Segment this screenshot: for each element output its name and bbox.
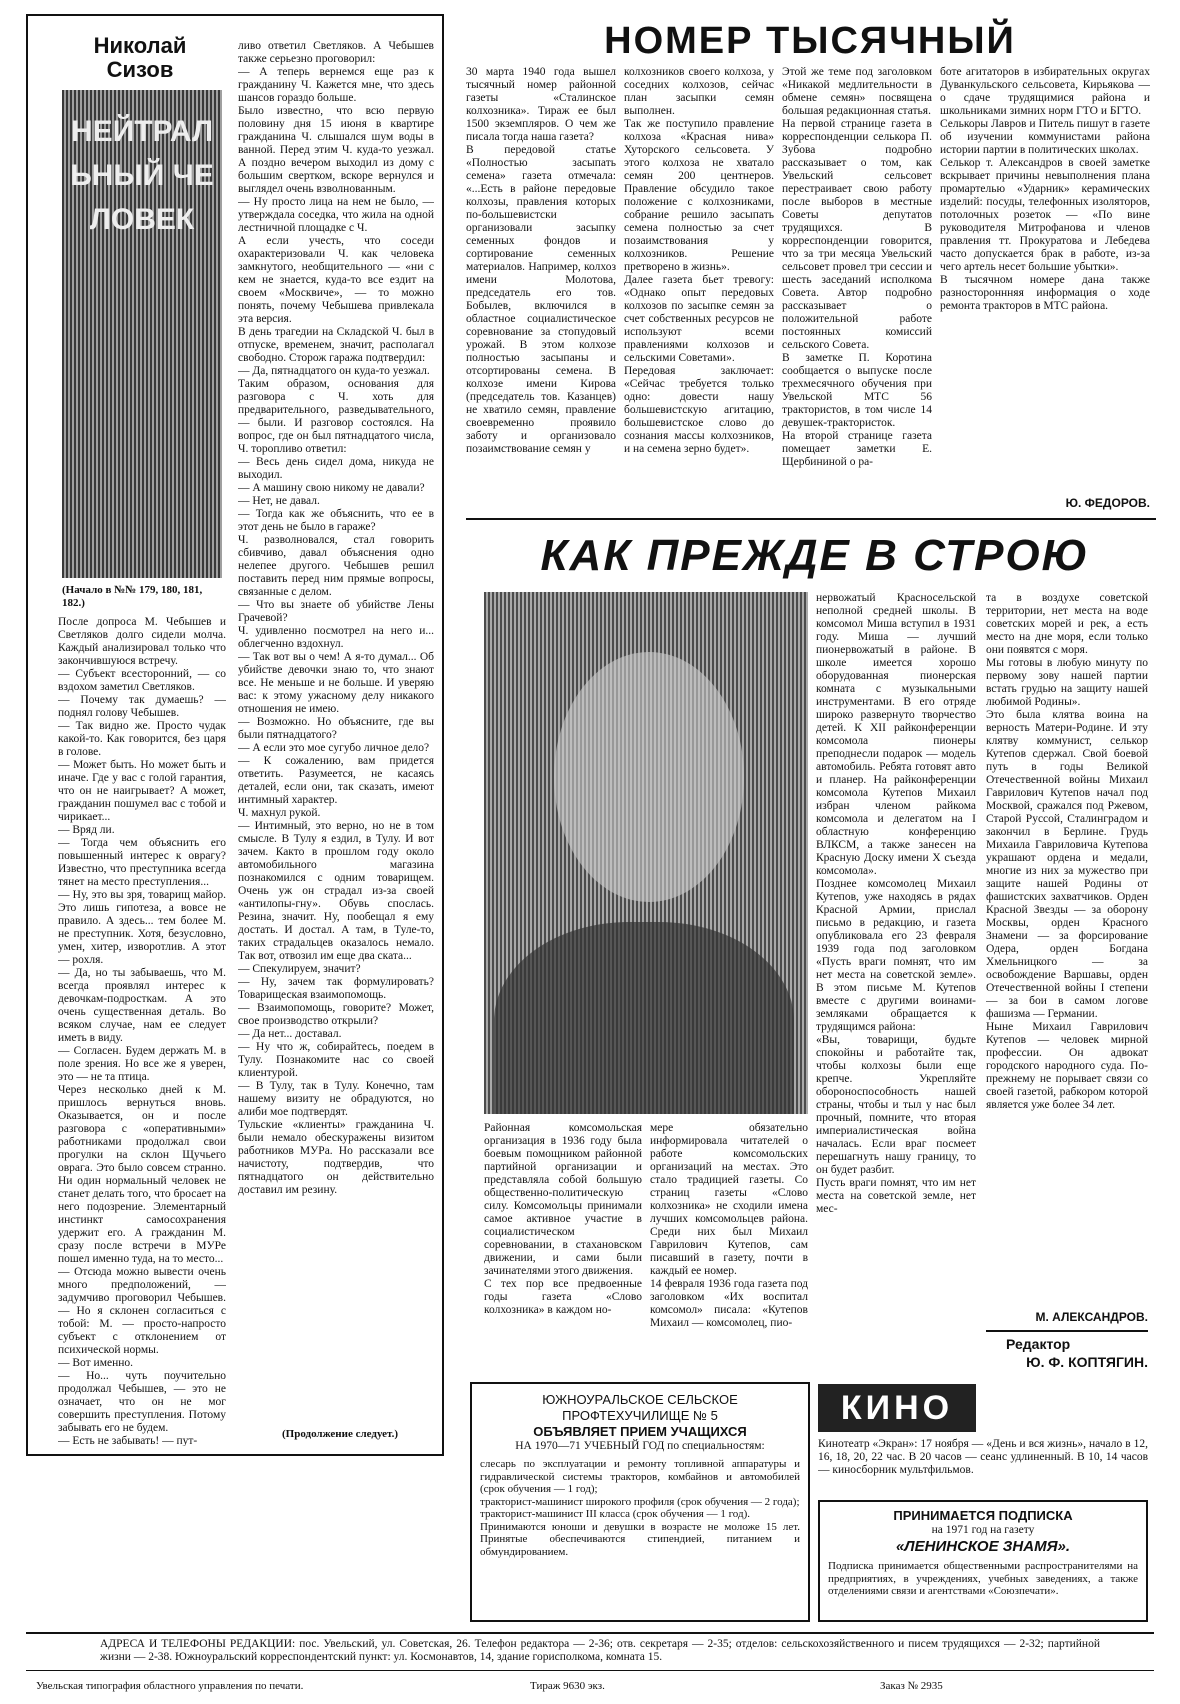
subscription-body: Подписка принимается общественными распространителями на предприятиях, в учреждениях, учебных заведениях, а также отделениями связи и агентствами «Союзпечати».	[828, 1560, 1138, 1597]
subscription-subtitle: на 1971 год на газету	[931, 1524, 1035, 1536]
intro-note: (Начало в №№ 179, 180, 181, 182.)	[62, 584, 203, 609]
kutepov-column-4: та в воздухе советской территории, нет места на воде советских морей и рек, а есть место на дне моря, если только они появятся с моря. Мы готовы в любую минуту по первому зову нашей партии встать грудью на защиту нашей любимой Родины». Это была клятва воина на верность Матери-Родине. И эту клятву коммунист, селькор Кутепов сдержал. Свой боевой путь в годы Великой Отечественной войны Михаил Гаврилович Кутепов начал под Москвой, сражался под Ржевом, Старой Руссой, Сталинградом и закончил в Берлине. Грудь Михаила Гавриловича Кутепова украшают ордена и медали, многие из них за мужество при защите нашей Родины от фашистских захватчиков. Орден Красной Звезды — за оборону Москвы, орден Красного Знамени — за форсирование Одера, орден Богдана Хмельницкого — за освобождение Варшавы, орден Отечественной войны I степени — за бои в самом логове фашизма — Германии. Ныне Михаил Гаврилович Кутепов — человек мирной профессии. Он адвокат городского народного суда. По-прежнему не порывает связи со своей газетой, рабкором которой является уже более 34 лет.	[986, 592, 1148, 1111]
thousand-column-3: Этой же теме под заголовком «Никакой медлительности в обмене семян» посвящена большая редакционная статья. На первой странице газета в корреспонденции селькора П. Зубова подробно рассказывает о том, как Увельский сельсовет перестраивает свою работу после выборов в местные Советы депутатов трудящихся. В корреспонденции говорится, что за три месяца Увельский сельсовет провел три сессии и шесть заседаний исполкома Совета. Автор подробно рассказывает о положительной работе постоянных комиссий сельского Совета. В заметке П. Коротина сообщается о выпуске после трехмесячного обучения при Увельской МТС 56 трактористов, в том числе 14 девушек-трактористок. На второй странице газета помещает заметки Е. Щербининой о ра-	[782, 66, 932, 468]
subscription-title: ПРИНИМАЕТСЯ ПОДПИСКА	[893, 1508, 1073, 1523]
school-ad-title-1: ЮЖНОУРАЛЬСКОЕ СЕЛЬСКОЕ	[542, 1392, 738, 1407]
kutepov-portrait-photo	[484, 592, 808, 1114]
kino-title: КИНО	[840, 1389, 954, 1427]
school-ad-title-2: ПРОФТЕХУЧИЛИЩЕ № 5	[562, 1408, 718, 1423]
book-cover-image	[62, 90, 222, 578]
author-name: Николай Сизов	[93, 33, 187, 82]
school-ad-title-4: НА 1970—71 УЧЕБНЫЙ ГОД по специальностям:	[515, 1440, 765, 1452]
footer-address: АДРЕСА И ТЕЛЕФОНЫ РЕДАКЦИИ: пос. Увельский, ул. Советская, 26. Телефон редактора — 2-36; отв. секретаря — 2-35; отделов: сельскохозяйственного и писем трудящихся — 2-32; партийной жизни — 2-38. Южноуральский корреспондентский пункт: ул. Космонавтов, 14, здание горисполкома, комната 15.	[100, 1638, 1100, 1663]
footer-circulation: Тираж 9630 экз.	[530, 1680, 605, 1692]
footer-printer: Увельская типография областного управления по печати.	[36, 1680, 304, 1692]
thousand-signature: Ю. ФЕДОРОВ.	[1065, 496, 1150, 510]
school-ad-body: слесарь по эксплуатации и ремонту топливной аппаратуры и гидравлической системы тракторов, комбайнов и автомобилей (срок обучения — 1 год); тракторист-машинист широкого профиля (срок обучения — 2 года); тракторист-машинист III класса (срок обучения — 1 год). Принимаются юноши и девушки в возрасте не моложе 15 лет. Принятые обеспечиваются стипендией, питанием и обмундированием.	[480, 1458, 800, 1558]
to-be-continued: (Продолжение следует.)	[281, 1428, 399, 1440]
book-cover-title: НЕЙТРАЛЬНЫЙ ЧЕЛОВЕК	[70, 115, 214, 236]
subscription-paper-name: «ЛЕНИНСКОЕ ЗНАМЯ».	[895, 1538, 1071, 1555]
footer-divider-2	[26, 1670, 1154, 1671]
portrait-head-shape	[554, 652, 744, 902]
kino-logo	[818, 1384, 976, 1432]
thousand-column-2: колхозников своего колхоза, у соседних колхозов, сейчас план засыпки семян выполнен. Так же поступило правление колхоза «Красная нива» Хуторского сельсовета. У этого колхоза не хватало семян 200 центнеров. Правление обсудило такое положение с колхозниками, собрание решило засыпать семена полностью за счет позаимствования у колхозников. Решение претворено в жизнь». Далее газета бьет тревогу: «Однако опыт передовых колхозов по засыпке семян за счет собственных ресурсов не используют всеми правлениями колхозов и сельскими Советами». Передовая заключает: «Сейчас требуется только одно: довести нашу большевистскую агитацию, большевистское слово до сознания массы колхозников, и на семена зерно будет».	[624, 66, 774, 455]
footer-divider	[26, 1632, 1154, 1634]
kutepov-headline: КАК ПРЕЖДЕ В СТРОЮ	[540, 531, 1090, 580]
footer-order: Заказ № 2935	[880, 1680, 943, 1692]
thousand-headline: НОМЕР ТЫСЯЧНЫЙ	[604, 20, 1016, 62]
portrait-shoulders-shape	[494, 922, 794, 1114]
kutepov-column-1: Районная комсомольская организация в 1936 году была боевым помощником районной партийной организации и представляла собой большую общественно-политическую силу. Комсомольцы принимали самое активное участие в социалистическом соревновании, в стахановском движении, и сами были зачинателями этого движения. С тех пор все предвоенные годы газета «Слово колхозника» в каждом но-	[484, 1122, 642, 1316]
kutepov-column-3: нервожатый Красносельской неполной средней школы. В комсомол Миша вступил в 1931 году. Миша — лучший пионервожатый в районе. В школе имеется хорошо оборудованная пионерская комната с музыкальными инструментами. В его отряде широко развернуто творчество детей. К XII райконференции комсомола пионеры преподнесли подарок — модель автомобиль. Ребята готовят авто и планер. На райконференции комсомола Кутепов Михаил избран членом райкома комсомола и делегатом на I областную конференцию ВЛКСМ, а также занесен на Красную Доску имени X съезда комсомола». Позднее комсомолец Михаил Кутепов, уже находясь в рядах Красной Армии, прислал письмо в редакцию, и газета опубликовала его 23 февраля 1939 года под заголовком «Пусть враги помнят, что им нет места на советской земле». В этом письме М. Кутепов вместе с другими воинами-земляками обращается к трудящимся района: «Вы, товарищи, будьте спокойны и работайте так, чтобы колхозы были еще крепче. Укрепляйте обороноспособность нашей страны, чтобы и тыл у нас был прочный, помните, что вторая империалистическая война началась. Если враг посмеет перешагнуть нашу границу, то он будет разбит. Пусть враги помнят, что им нет места на советской земле, нет мес-	[816, 592, 976, 1215]
editor-divider	[986, 1330, 1148, 1332]
editor-name: Ю. Ф. КОПТЯГИН.	[1026, 1354, 1148, 1370]
kino-text: Кинотеатр «Экран»: 17 ноября — «День и вся жизнь», начало в 12, 16, 18, 20, 22 час. В 20 часов — сеанс удлиненный. В 10, 14 часов — киносборник мультфильмов.	[818, 1438, 1148, 1476]
thousand-column-1: 30 марта 1940 года вышел тысячный номер районной газеты «Сталинское колхозника». Тираж ее был 1500 экземпляров. О чем же писала тогда наша газета? В передовой статье «Полностью засыпать семена» газета отмечала: «...Есть в районе передовые колхозы, правления которых по-большевистски организовали засыпку семенных фондов и сортирование семенных материалов. Например, колхоз имени Молотова, председатель его тов. Бобылев, включился в областное социалистическое соревнование за стопудовый урожай. В этом колхозе полностью засыпаны и отсортированы семена. В колхозе имени Кирова (председатель тов. Казанцев) не хватило семян, правление своевременно проявило заботу и организовало позаимствование семян у	[466, 66, 616, 455]
school-ad-title-3: ОБЪЯВЛЯЕТ ПРИЕМ УЧАЩИХСЯ	[533, 1424, 747, 1439]
kutepov-signature: М. АЛЕКСАНДРОВ.	[1035, 1310, 1148, 1324]
kutepov-divider	[466, 518, 1156, 520]
detective-column-2: ливо ответил Светляков. А Чебышев также серьезно проговорил: — А теперь вернемся еще раз к гражданину Ч. Кажется мне, что здесь шансов гораздо больше. Было известно, что всю первую половину дня 15 июня в квартире гражданина Ч. слышался шум воды в ванной. Перед этим Ч. куда-то уезжал. А поздно вечером выходил из дому с большим свертком, вскоре вернулся и выглядел очень взволнованным. — Ну просто лица на нем не было, — утверждала соседка, что жила на одной лестничной площадке с Ч. А если учесть, что соседи охарактеризовали Ч. как человека замкнутого, необщительного — «ни с кем не знается, куда-то все ездит на своем «Москвиче», — то можно понять, почему Чебышева привлекала эта версия. В день трагедии на Складской Ч. был в отпуске, временем, значит, располагал свободно. Сторож гаража подтвердил: — Да, пятнадцатого он куда-то уезжал. Таким образом, основания для разговора с Ч. хоть для предварительного, разведывательного, — были. И разговор состоялся. На вопрос, где он был пятнадцатого числа, Ч. торопливо ответил: — Весь день сидел дома, никуда не выходил. — А машину свою никому не давали? — Нет, не давал. — Тогда как же объяснить, что ее в этот день не было в гараже? Ч. разволновался, стал говорить сбивчиво, давал объяснения одно нелепее другого. Чебышев решил поставить перед ним прямые вопросы, связанные с делом. — Что вы знаете об убийстве Лены Грачевой? Ч. удивленно посмотрел на него и... облегченно вздохнул. — Так вот вы о чем! А я-то думал... Об убийстве девочки знаю то, что знают все. Не меньше и не больше. И уверяю вас: к этому ужасному делу никакого отношения не имею. — Возможно. Но объясните, где вы были пятнадцатого? — А если это мое сугубо личное дело? — К сожалению, вам придется ответить. Разумеется, не касаясь деталей, если они, так сказать, имеют интимный характер. Ч. махнул рукой. — Интимный, это верно, но не в том смысле. В Тулу я ездил, в Тулу. И вот зачем. Както в прошлом году около автомобильного магазина познакомился с одним товарищем. Очень уж он страдал из-за своей «антилопы-гну». Обувь спослась. Резина, значит. Ну, пообещал я ему достать. И достал. А там, в Туле-то, таких страдальцев оказалось немало. Так вот, отвозил им еще два ската... — Спекулируем, значит? — Ну, зачем так формулировать? Товарищеская взаимопомощь. — Взаимопомощь, говорите? Может, свое производство открыли? — Да нет... доставал. — Ну что ж, собирайтесь, поедем в Тулу. Познакомите нас со своей клиентурой. — В Тулу, так в Тулу. Конечно, там нашему визиту не обрадуются, но алиби мое подтвердят. Тульские «клиенты» гражданина Ч. были немало обескуражены визитом работников МУРа. Но рассказали все начистоту, подтвердив, что пятнадцатого он действительно доставил им резину.	[238, 40, 434, 1196]
editor-label: Редактор	[1006, 1336, 1071, 1352]
kutepov-column-2: мере обязательно информировала читателей о работе комсомольских организаций на местах. Это стало традицией газеты. Со страниц газеты «Слово колхозника» не сходили имена лучших комсомольцев района. Среди них был Михаил Гаврилович Кутепов, сам писавший в газету, почти в каждый ее номер. 14 февраля 1936 года газета под заголовком «Их воспитал комсомол» писала: «Кутепов Михаил — комсомолец, пио-	[650, 1122, 808, 1329]
thousand-column-4: боте агитаторов в избирательных округах Дуванкульского сельсовета, Кирьякова — о сдаче трудящимися района и школьниками зимних норм ГТО и БГТО. Селькоры Лавров и Питель пишут в газете об изучении коммунистами района истории партии в политических школах. Селькор т. Александров в своей заметке вскрывает причины невыполнения плана промартелью «Ударник» керамических изделий: посуды, телефонных изоляторов, потолочных розеток — «По вине руководителя Митрофанова и членов правления тт. Прокуратова и Лебедева часто допускается брак в работе, из-за чего артель несет большие убытки». В тысячном номере дана также разностороннняя информация о ходе ремонта тракторов в МТС района.	[940, 66, 1150, 312]
detective-column-1: После допроса М. Чебышев и Светляков долго сидели молча. Каждый анализировал только что закончившуюся встречу. — Субъект всесторонний, — со вздохом заметил Светляков. — Почему так думаешь? — поднял голову Чебышев. — Так видно же. Просто чудак какой-то. Как говорится, без царя в голове. — Может быть. Но может быть и иначе. Где у вас с голой гарантия, что он не наигрывает? А может, гражданин пошумел вас с тобой и чирикает... — Вряд ли. — Тогда чем объяснить его повышенный интерес к оврагу? Известно, что преступника всегда тянет на место преступления... — Ну, это вы зря, товарищ майор. Это лишь гипотеза, а вовсе не правило. А здесь... тем более М. не преступник. Хотя, безусловно, умен, хитер, изворотлив. А этот — рохля. — Да, но ты забываешь, что М. всегда проявлял интерес к девочкам-подросткам. А это очень существенная деталь. Во всяком случае, нам ее следует иметь в виду. — Согласен. Будем держать М. в поле зрения. Но все же я уверен, это — не та птица. Через несколько дней к М. пришлось вернуться вновь. Оказывается, он и после разговора с «оперативными» работниками продолжал свои прогулки на склон Щучьего оврага. Это было совсем странно. Ни один нормальный человек не станет делать того, что бросает на него подозрение. Элементарный инстинкт самосохранения удержит его. А гражданин М. сразу после встречи в МУРе пошел именно туда, на то место... — Отсюда можно вывести очень много предположений, — задумчиво проговорил Чебышев. — Но я склонен согласиться с тобой: М. — просто-напросто субъект с отклонением от психической нормы. — Вот именно. — Но... чуть поучительно продолжал Чебышев, — это не означает, что он не мог совершить преступления. Потому забывать его не будем. — Есть не забывать! — пут-	[58, 616, 226, 1446]
